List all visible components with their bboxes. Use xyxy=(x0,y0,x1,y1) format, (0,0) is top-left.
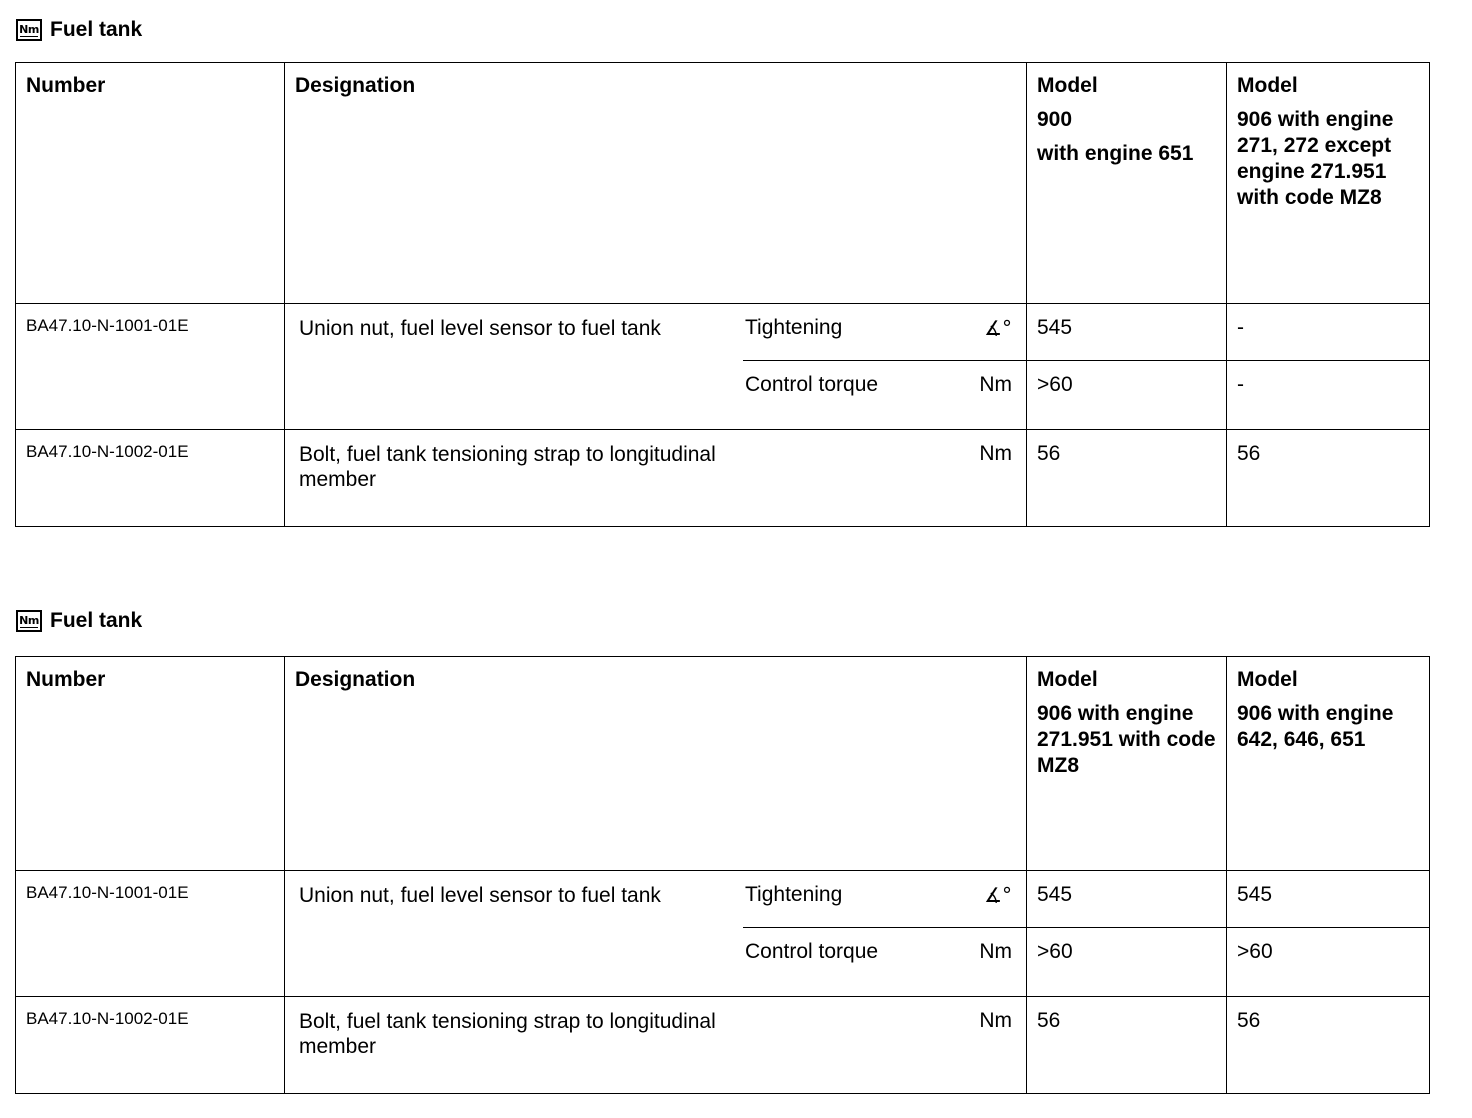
op-unit: Nm xyxy=(979,940,1012,963)
op-torque xyxy=(743,430,1026,466)
row-designation-cell xyxy=(285,871,1027,997)
op-label: Control torque xyxy=(745,373,879,396)
model-label: Model xyxy=(1237,74,1298,97)
row-designation: Union nut, fuel level sensor to fuel tank xyxy=(299,317,661,340)
value-cell: 545 xyxy=(1037,316,1073,339)
table-row xyxy=(16,871,1430,997)
op-unit: Nm xyxy=(979,1009,1012,1032)
model-label: Model xyxy=(1037,668,1098,691)
table-row xyxy=(16,430,1430,527)
value-cell: >60 xyxy=(1027,927,1226,996)
value-cell: - xyxy=(1227,360,1429,429)
model-description: 906 with engine 271.951 with code MZ8 xyxy=(1037,702,1216,777)
angle-icon: ∡° xyxy=(984,316,1012,340)
section-1-title xyxy=(16,16,142,44)
header-model-a xyxy=(1027,657,1227,871)
header-designation: Designation xyxy=(285,657,1027,871)
value-cell: 56 xyxy=(1237,442,1261,465)
op-unit: Nm xyxy=(979,373,1012,396)
header-model-b xyxy=(1227,63,1430,304)
model-description: 906 with engine 271, 272 except engine 271.951 with code MZ8 xyxy=(1237,108,1394,209)
header-model-a xyxy=(1027,63,1227,304)
header-number: Number xyxy=(16,63,285,304)
op-tightening xyxy=(743,871,1026,927)
nm-torque-icon: Nm xyxy=(16,610,42,632)
model-label: Model xyxy=(1037,74,1098,97)
value-cell: 56 xyxy=(1037,442,1061,465)
row-number: BA47.10-N-1001-01E xyxy=(16,871,285,997)
section-2-title xyxy=(16,607,142,635)
value-cell: 545 xyxy=(1037,883,1073,906)
row-values-model-b xyxy=(1227,304,1430,430)
row-designation: Bolt, fuel tank tensioning strap to longitudinal member xyxy=(299,443,716,491)
table-row xyxy=(16,304,1430,430)
row-values-model-b xyxy=(1227,997,1430,1094)
section-title-text: Fuel tank xyxy=(50,609,143,632)
row-number: BA47.10-N-1002-01E xyxy=(16,430,285,527)
header-number: Number xyxy=(16,657,285,871)
value-cell: 56 xyxy=(1037,1009,1061,1032)
model-description: 906 with engine 642, 646, 651 xyxy=(1237,702,1394,751)
row-values-model-b xyxy=(1227,430,1430,527)
value-cell: 545 xyxy=(1237,883,1273,906)
op-label: Tightening xyxy=(745,316,843,339)
op-tightening xyxy=(743,304,1026,360)
row-values-model-a xyxy=(1027,997,1227,1094)
header-designation: Designation xyxy=(285,63,1027,304)
op-torque xyxy=(743,997,1026,1033)
nm-torque-icon: Nm xyxy=(16,19,42,41)
op-label: Control torque xyxy=(745,940,879,963)
op-control-torque xyxy=(743,360,1026,429)
row-number: BA47.10-N-1001-01E xyxy=(16,304,285,430)
row-values-model-a xyxy=(1027,430,1227,527)
value-cell: 56 xyxy=(1237,1009,1261,1032)
row-number: BA47.10-N-1002-01E xyxy=(16,997,285,1094)
value-cell: >60 xyxy=(1227,927,1429,996)
header-model-b xyxy=(1227,657,1430,871)
angle-icon: ∡° xyxy=(984,883,1012,907)
value-cell: - xyxy=(1237,316,1244,339)
value-cell: >60 xyxy=(1027,360,1226,429)
row-designation: Bolt, fuel tank tensioning strap to longitudinal member xyxy=(299,1010,716,1058)
section-title-text: Fuel tank xyxy=(50,18,143,41)
row-designation-cell xyxy=(285,997,1027,1094)
op-control-torque xyxy=(743,927,1026,996)
row-designation-cell xyxy=(285,304,1027,430)
row-values-model-a xyxy=(1027,871,1227,997)
model-engine: with engine 651 xyxy=(1037,142,1194,165)
row-designation: Union nut, fuel level sensor to fuel tank xyxy=(299,884,661,907)
op-label: Tightening xyxy=(745,883,843,906)
row-values-model-b xyxy=(1227,871,1430,997)
row-values-model-a xyxy=(1027,304,1227,430)
row-designation-cell xyxy=(285,430,1027,527)
model-code: 900 xyxy=(1037,108,1073,131)
model-label: Model xyxy=(1237,668,1298,691)
op-unit: Nm xyxy=(979,442,1012,465)
torque-table-2 xyxy=(15,656,1430,1094)
torque-table-1 xyxy=(15,62,1430,527)
table-header-row xyxy=(16,63,1430,304)
table-row xyxy=(16,997,1430,1094)
table-header-row xyxy=(16,657,1430,871)
